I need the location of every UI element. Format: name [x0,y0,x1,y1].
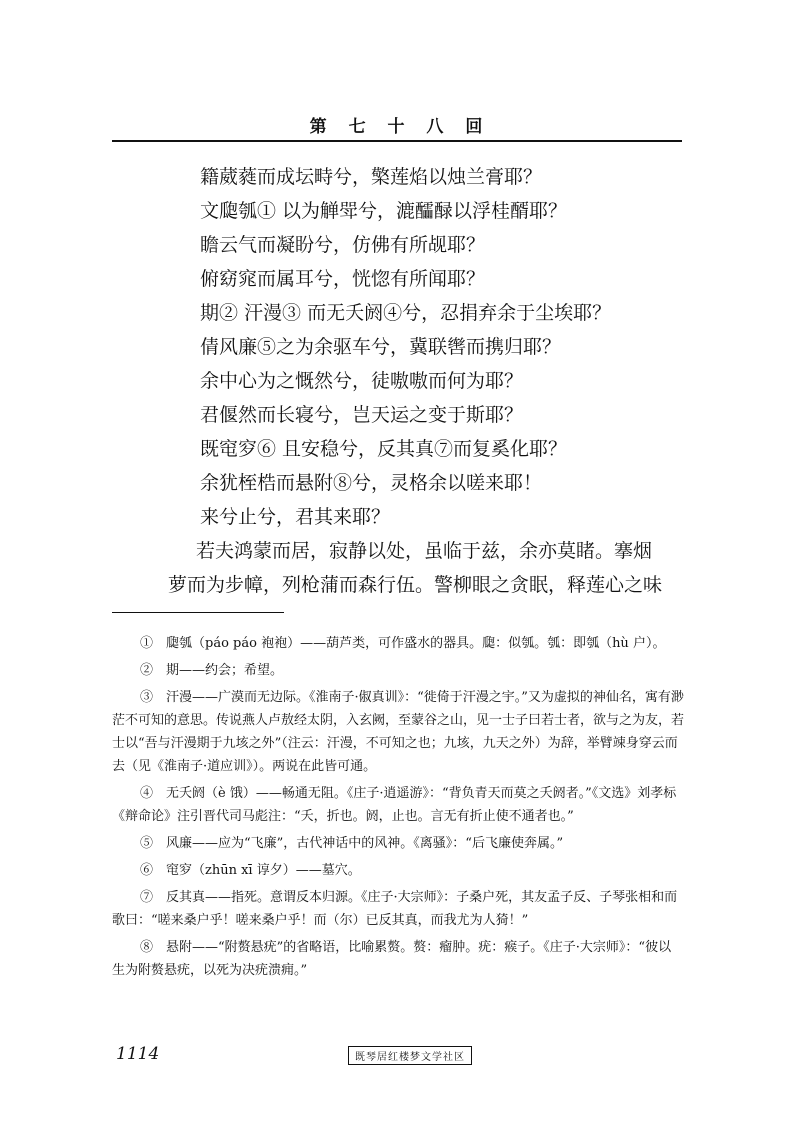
chapter-header: 第 七 十 八 回 [309,117,491,137]
footnote-block [112,632,684,986]
prose-line: 若夫鸿蒙而居，寂静以处，虽临于兹，余亦莫睹。搴烟 [196,540,653,562]
footnote: ③ 汗漫——广漠而无边际。《淮南子·俶真训》：“徙倚于汗漫之宇。”又为虚拟的神仙名，寓有渺茫不可知的意思。传说燕人卢敖经太阴，入玄阙，至蒙谷之山，见一士子曰若士者，欲与之为友，若士以“吾与汗漫期于九垓之外”（注云：汗漫，不可知之也；九垓，九天之外）为辞，举臂竦身穿云而去（见《淮南子·道应训》）。两说在此皆可通。 [112,690,685,774]
verse-line: 俯窈窕而属耳兮，恍惚有所闻耶？ [200,268,486,290]
prose-line: 萝而为步幛，列枪蒲而森行伍。警柳眼之贪眠，释莲心之味 [168,574,663,596]
footnote: ② 期——约会；希望。 [140,663,284,678]
verse-line: 文瓟瓠① 以为觯斝兮，漉醽醁以浮桂醑耶？ [200,200,568,222]
verse-line: 余中心为之慨然兮，徒嗷嗷而何为耶？ [200,370,524,392]
header-rule [112,140,682,142]
verse-line: 倩风廉⑤之为余驱车兮，冀联辔而携归耶？ [200,336,562,358]
verse-line: 君偃然而长寝兮，岂天运之变于斯耶？ [200,404,524,426]
verse-block [200,160,720,534]
verse-line: 余犹桎梏而悬附⑧兮，灵格余以嗟来耶！ [200,472,543,494]
footnote: ① 瓟瓠（páo páo 袍袍）——葫芦类，可作盛水的器具。瓟：似瓠。瓠：即瓠（hù 户）。 [140,636,666,651]
footnote: ④ 无夭阏（è 饿）——畅通无阻。《庄子·逍遥游》：“背负青天而莫之夭阏者。”《文选》刘孝标《辩命论》注引晋代司马彪注：“夭，折也。阏，止也。言无有折止使不通者也。” [112,786,677,824]
verse-line: 既窀穸⑥ 且安稳兮，反其真⑦而复奚化耶？ [200,438,568,460]
footnote: ⑥ 窀穸（zhūn xī 谆夕）——墓穴。 [140,863,361,878]
verse-line: 来兮止兮，君其来耶？ [200,506,391,528]
footnote: ⑦ 反其真——指死。意谓反本归源。《庄子·大宗师》：子桑户死，其友孟子反、子琴张相和而歌曰：“嗟来桑户乎！嗟来桑户乎！而（尔）已反其真，而我尤为人猗！” [112,890,678,928]
footnote-rule [112,612,284,613]
verse-line: 籍葳蕤而成坛畤兮，檠莲焰以烛兰膏耶？ [200,166,543,188]
footnote: ⑧ 悬附——“附赘悬疣”的省略语，比喻累赘。赘：瘤肿。疣：瘊子。《庄子·大宗师》：“彼以生为附赘悬疣，以死为决疣溃痈。” [112,940,672,978]
verse-line: 期② 汗漫③ 而无夭阏④兮，忍捐弃余于尘埃耶？ [200,302,612,324]
verse-line: 瞻云气而凝盼兮，仿佛有所觇耶？ [200,234,486,256]
page-number: 1114 [116,1044,160,1064]
footnote: ⑤ 风廉——应为“飞廉”，古代神话中的风神。《离骚》：“后飞廉使奔属。” [140,836,564,851]
watermark-stamp: 既琴居红楼梦文学社区 [348,1046,472,1065]
prose-block [168,534,688,602]
